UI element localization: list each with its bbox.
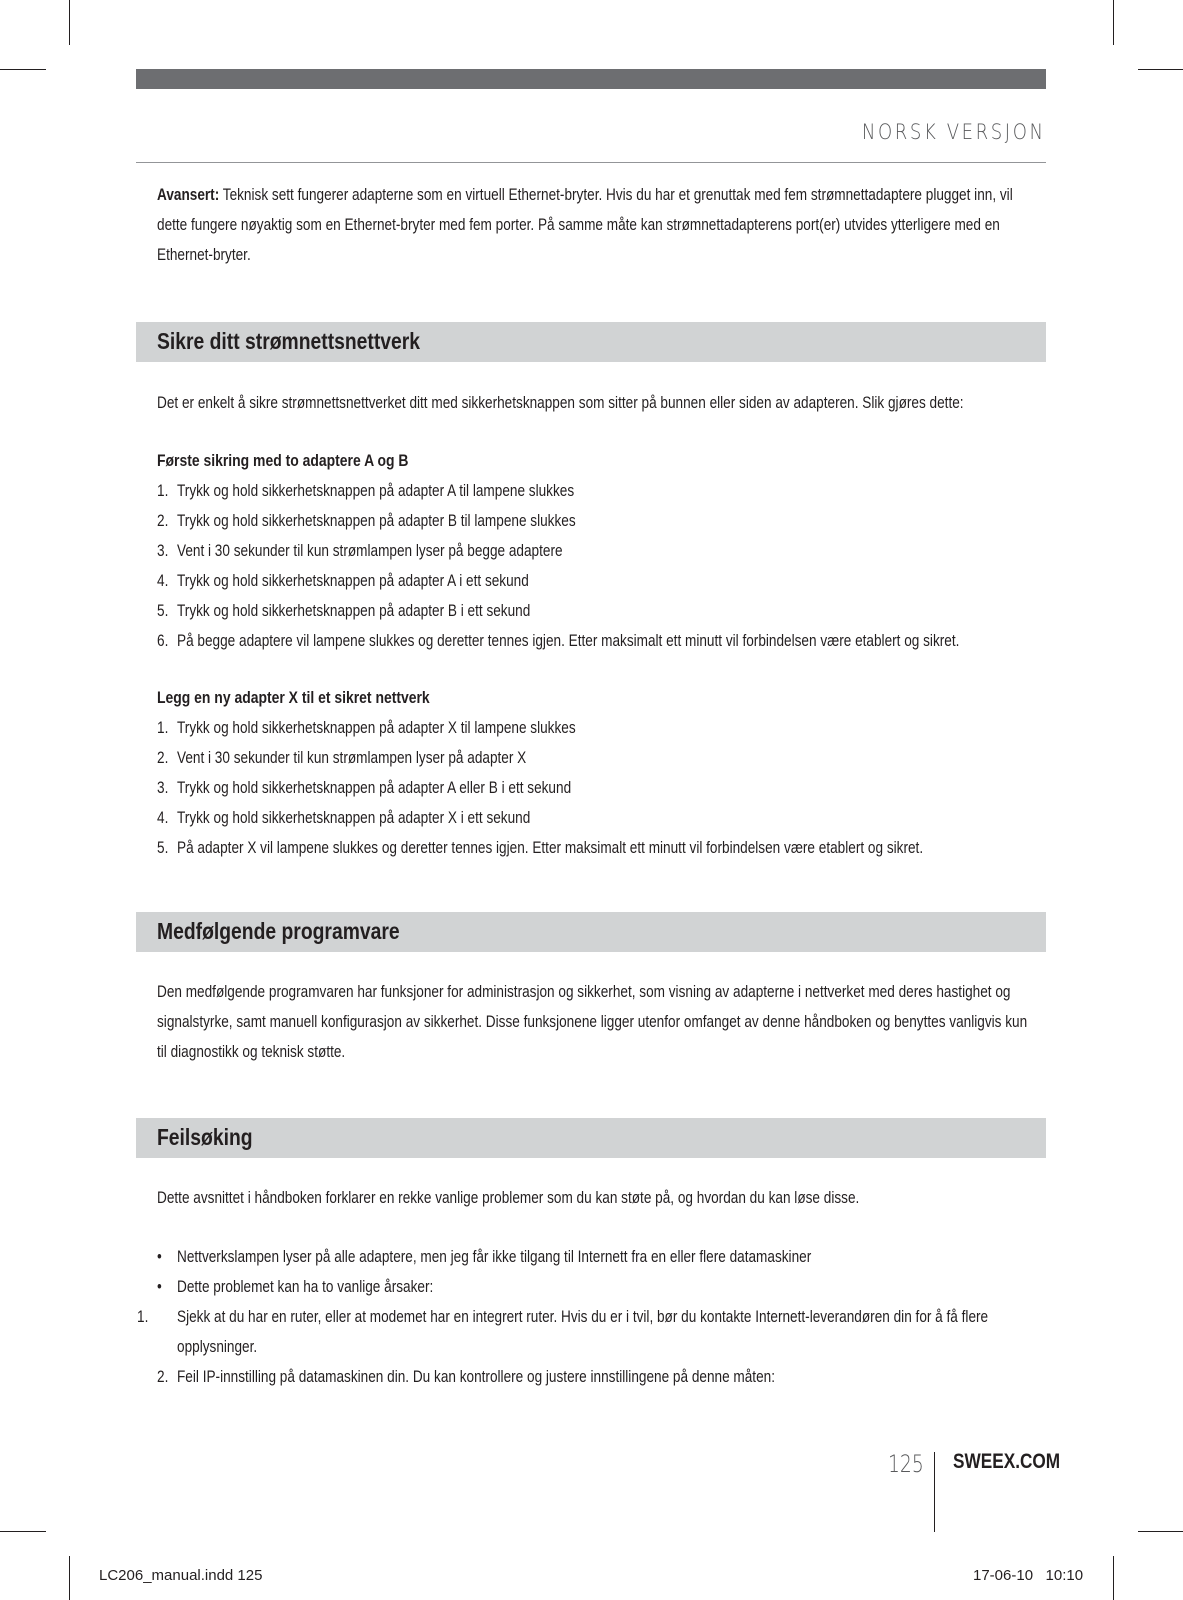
header-bar [136,69,1046,89]
section-heading-secure [136,322,1046,362]
section-title: Feilsøking [157,1124,253,1150]
trouble-list [137,1242,1037,1392]
crop-mark [0,1531,46,1532]
subheading: Første sikring med to adaptere A og B [157,451,409,470]
footer-divider [934,1452,935,1532]
list-item: • Dette problemet kan ha to vanlige årsaker: [157,1277,434,1296]
trouble-paragraph: Dette avsnittet i håndboken forklarer en rekke vanlige problemer som du kan støte på, og hvordan du kan løse disse. [157,1188,860,1207]
intro-lead: Avansert: [157,185,220,204]
list-item: • Nettverkslampen lyser på alle adaptere, men jeg får ikke tilgang til Internett fra en eller flere datamaskiner [157,1247,812,1266]
cause-steps-list [137,1302,1037,1392]
crop-mark [1138,1531,1183,1532]
page-number: 125 [888,1450,924,1478]
section-heading-software [136,912,1046,952]
first-secure-block [157,446,1037,656]
intro-paragraph [157,180,1037,270]
software-paragraph: Den medfølgende programvaren har funksjoner for administrasjon og sikkerhet, som visning av adapterne i nettverket med deres hastighet og signalstyrke, samt manuell konfigurasjon av sikkerhet. Disse funksjonene ligger utenfor omfanget av denne håndboken og benyttes vanligvis kun til diagnostikk og teknisk støtte. [157,982,1028,1061]
software-body [157,977,1037,1067]
crop-mark [69,0,70,45]
list-item: 5. Trykk og hold sikkerhetsknappen på adapter B i ett sekund [157,601,531,620]
print-slug-date: 17-06-10 10:10 [973,1567,1084,1584]
list-item: 3. Vent i 30 sekunder til kun strømlampen lyser på begge adaptere [157,541,563,560]
crop-mark [1113,0,1114,45]
list-item: 2. Feil IP-innstilling på datamaskinen din. Du kan kontrollere og justere innstillingene på denne måten: [157,1367,775,1386]
header-rule [136,162,1046,163]
list-item: 1. Trykk og hold sikkerhetsknappen på adapter A til lampene slukkes [157,481,575,500]
section-title: Medfølgende programvare [157,918,400,944]
trouble-body [157,1183,1037,1213]
list-item: 4. Trykk og hold sikkerhetsknappen på adapter A i ett sekund [157,571,529,590]
intro-text: Teknisk sett fungerer adapterne som en virtuell Ethernet-bryter. Hvis du har et grenuttak med fem strømnettadaptere plugget inn, vil dette fungere nøyaktig som en Ethernet-bryter med fem porter. På samme måte kan strømnettadapterens port(er) utvides ytterligere med en Ethernet-bryter. [157,185,1013,264]
print-slug-file: LC206_manual.indd 125 [99,1567,263,1584]
list-item: 5. På adapter X vil lampene slukkes og deretter tennes igjen. Etter maksimalt ett minutt vil forbindelsen være etablert og sikret. [157,838,924,857]
list-item: 2. Trykk og hold sikkerhetsknappen på adapter B til lampene slukkes [157,511,576,530]
first-steps-list [157,476,1037,656]
crop-mark [1138,69,1183,70]
bullet-list [157,1242,1037,1302]
section-title: Sikre ditt strømnettsnettverk [157,328,421,354]
version-label: NORSK VERSJON [862,120,1046,144]
list-item: 1. Trykk og hold sikkerhetsknappen på adapter X til lampene slukkes [157,718,576,737]
secure-body [157,388,1037,418]
secure-paragraph: Det er enkelt å sikre strømnettsnettverket ditt med sikkerhetsknappen som sitter på bunnen eller siden av adapteren. Slik gjøres dette: [157,393,964,412]
section-heading-troubleshooting [136,1118,1046,1158]
list-item: 3. Trykk og hold sikkerhetsknappen på adapter A eller B i ett sekund [157,778,572,797]
crop-mark [1113,1556,1114,1600]
list-item: 1. Sjekk at du har en ruter, eller at modemet har en integrert ruter. Hvis du er i tvil, bør du kontakte Internett-leverandøren din for å få flere opplysninger. [137,1307,989,1356]
subheading: Legg en ny adapter X til et sikret nettverk [157,688,430,707]
add-adapter-block [157,683,1037,863]
crop-mark [69,1556,70,1600]
list-item: 2. Vent i 30 sekunder til kun strømlampen lyser på adapter X [157,748,527,767]
brand-label: SWEEX.COM [953,1450,1061,1473]
list-item: 6. På begge adaptere vil lampene slukkes og deretter tennes igjen. Etter maksimalt ett minutt vil forbindelsen være etablert og sikret. [157,631,960,650]
add-steps-list [157,713,1037,863]
crop-mark [0,69,46,70]
list-item: 4. Trykk og hold sikkerhetsknappen på adapter X i ett sekund [157,808,531,827]
